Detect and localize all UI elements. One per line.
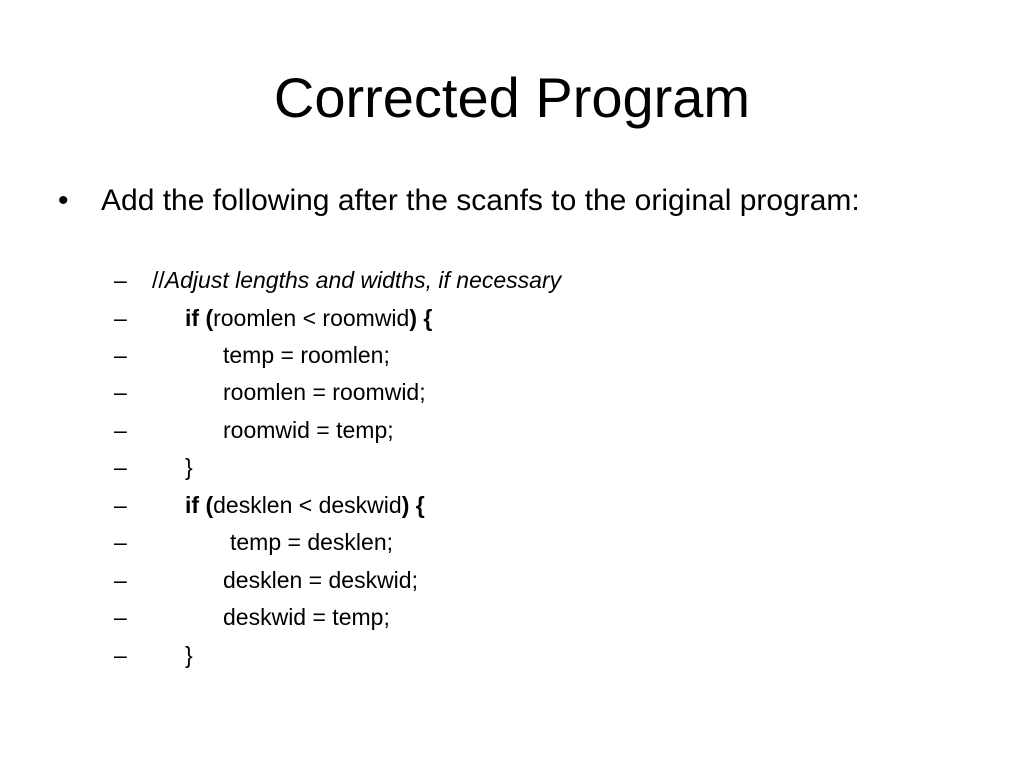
close-brace: } [185, 454, 193, 480]
dash-marker: – [114, 642, 127, 668]
dash-marker: – [114, 454, 127, 480]
code-line-roomlen-roomwid [114, 377, 426, 407]
dash-marker: – [114, 417, 127, 443]
close-brace: } [185, 642, 193, 668]
code-line-close-desk [114, 640, 193, 670]
code-if-room [185, 303, 432, 333]
bullet-dot: • [58, 184, 69, 217]
dash-marker: – [114, 529, 127, 555]
if-keyword: if ( [185, 305, 214, 331]
code-line-close-room [114, 452, 193, 482]
code-line-temp-roomlen [114, 340, 390, 370]
dash-marker: – [114, 567, 127, 593]
comment-prefix: // [152, 267, 165, 293]
code-line-temp-desklen [114, 527, 394, 557]
code-line-if-desk [114, 490, 425, 520]
dash-marker: – [114, 492, 127, 518]
slide-title: Corrected Program [273, 66, 751, 129]
if-close: ) { [401, 492, 425, 518]
dash-marker: – [114, 267, 127, 293]
code-line-comment [114, 265, 562, 295]
if-close: ) { [409, 305, 433, 331]
dash-marker: – [114, 342, 127, 368]
code-statement: desklen = deskwid; [223, 567, 418, 593]
code-line-if-room [114, 303, 433, 333]
comment-text: Adjust lengths and widths, if necessary [164, 267, 562, 293]
dash-marker: – [114, 604, 127, 630]
code-comment [152, 265, 561, 295]
code-statement: roomlen = roomwid; [223, 379, 426, 405]
code-statement: roomwid = temp; [223, 417, 394, 443]
code-statement: temp = roomlen; [223, 342, 390, 368]
condition-desk: desklen < deskwid [213, 492, 402, 518]
if-keyword: if ( [185, 492, 214, 518]
bullet-text: Add the following after the scanfs to the original program: [101, 184, 860, 217]
code-if-desk [185, 490, 425, 520]
code-statement: deskwid = temp; [223, 604, 390, 630]
dash-marker: – [114, 305, 127, 331]
condition-room: roomlen < roomwid [213, 305, 410, 331]
code-statement: temp = desklen; [230, 529, 394, 555]
code-line-deskwid-temp [114, 602, 390, 632]
dash-marker: – [114, 379, 127, 405]
code-line-roomwid-temp [114, 415, 394, 445]
code-line-desklen-deskwid [114, 565, 418, 595]
